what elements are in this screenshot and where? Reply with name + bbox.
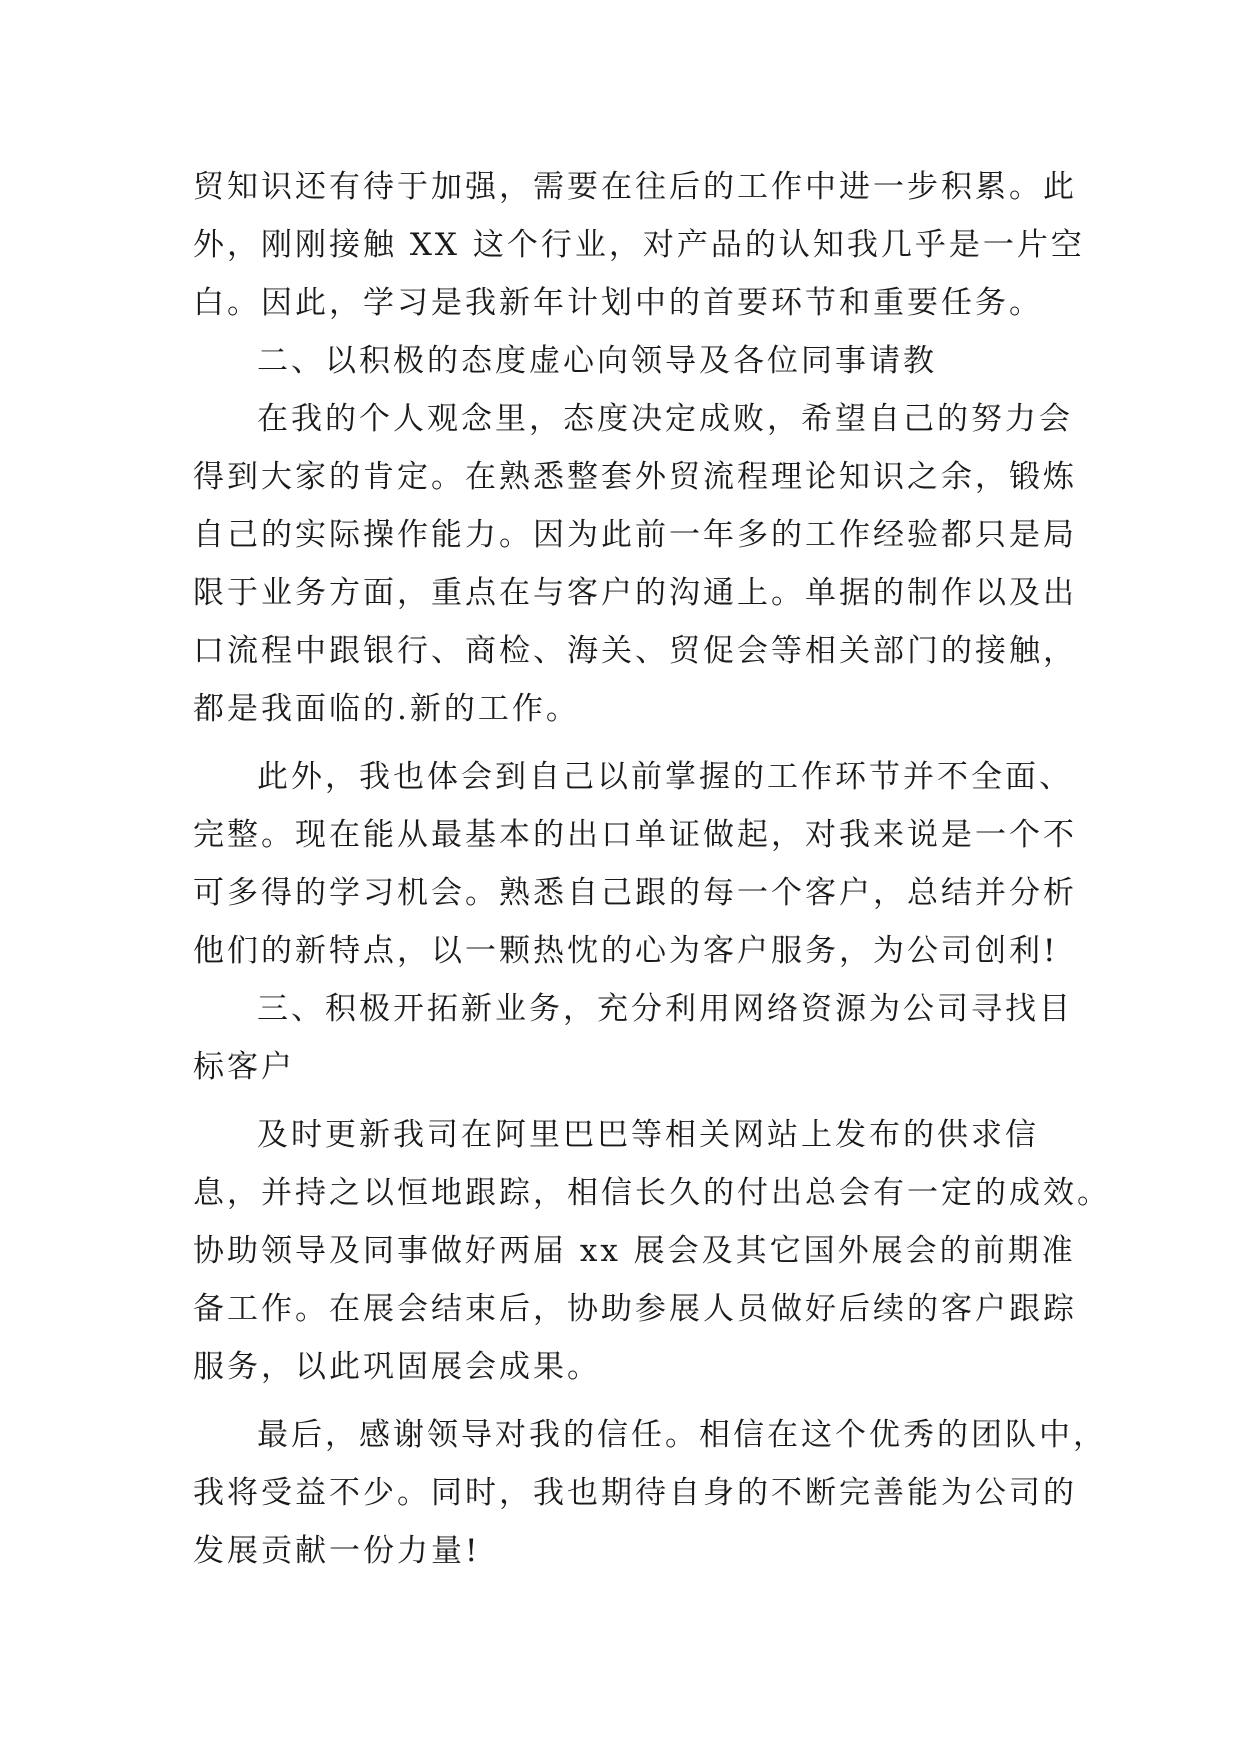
text-line: 此外，我也体会到自己以前掌握的工作环节并不全面、	[257, 759, 1073, 795]
text-line: 息，并持之以恒地跟踪，相信长久的付出总会有一定的成效。	[193, 1175, 1111, 1211]
section-heading-continued: 标客户	[193, 1049, 295, 1085]
text-line: 白。因此，学习是我新年计划中的首要环节和重要任务。	[193, 285, 1043, 321]
section-heading: 二、以积极的态度虚心向领导及各位同事请教	[257, 343, 937, 379]
text-line: 及时更新我司在阿里巴巴等相关网站上发布的供求信	[257, 1117, 1039, 1153]
text-line: 可多得的学习机会。熟悉自己跟的每一个客户，总结并分析	[193, 875, 1077, 911]
text-line: 最后，感谢领导对我的信任。相信在这个优秀的团队中，	[257, 1417, 1107, 1453]
text-line: 在我的个人观念里，态度决定成败，希望自己的努力会	[257, 401, 1073, 437]
text-line: 完整。现在能从最基本的出口单证做起，对我来说是一个不	[193, 817, 1077, 853]
text-line: 他们的新特点，以一颗热忱的心为客户服务，为公司创利!	[193, 933, 1059, 969]
text-line: 发展贡献一份力量!	[193, 1533, 481, 1569]
text-line: 我将受益不少。同时，我也期待自身的不断完善能为公司的	[193, 1475, 1077, 1511]
text-line: 贸知识还有待于加强，需要在往后的工作中进一步积累。此	[193, 169, 1077, 205]
document-body	[193, 158, 1111, 1580]
text-line: 协助领导及同事做好两届 xx 展会及其它国外展会的前期准	[193, 1233, 1076, 1269]
text-line: 备工作。在展会结束后，协助参展人员做好后续的客户跟踪	[193, 1291, 1077, 1327]
text-line: 都是我面临的.新的工作。	[193, 691, 580, 727]
text-line: 服务，以此巩固展会成果。	[193, 1349, 601, 1385]
text-line: 自己的实际操作能力。因为此前一年多的工作经验都只是局	[193, 517, 1077, 553]
section-heading: 三、积极开拓新业务，充分利用网络资源为公司寻找目	[257, 991, 1073, 1027]
text-line: 外，刚刚接触 XX 这个行业，对产品的认知我几乎是一片空	[193, 227, 1085, 263]
text-line: 口流程中跟银行、商检、海关、贸促会等相关部门的接触，	[193, 633, 1077, 669]
text-line: 限于业务方面，重点在与客户的沟通上。单据的制作以及出	[193, 575, 1077, 611]
text-line: 得到大家的肯定。在熟悉整套外贸流程理论知识之余，锻炼	[193, 459, 1077, 495]
